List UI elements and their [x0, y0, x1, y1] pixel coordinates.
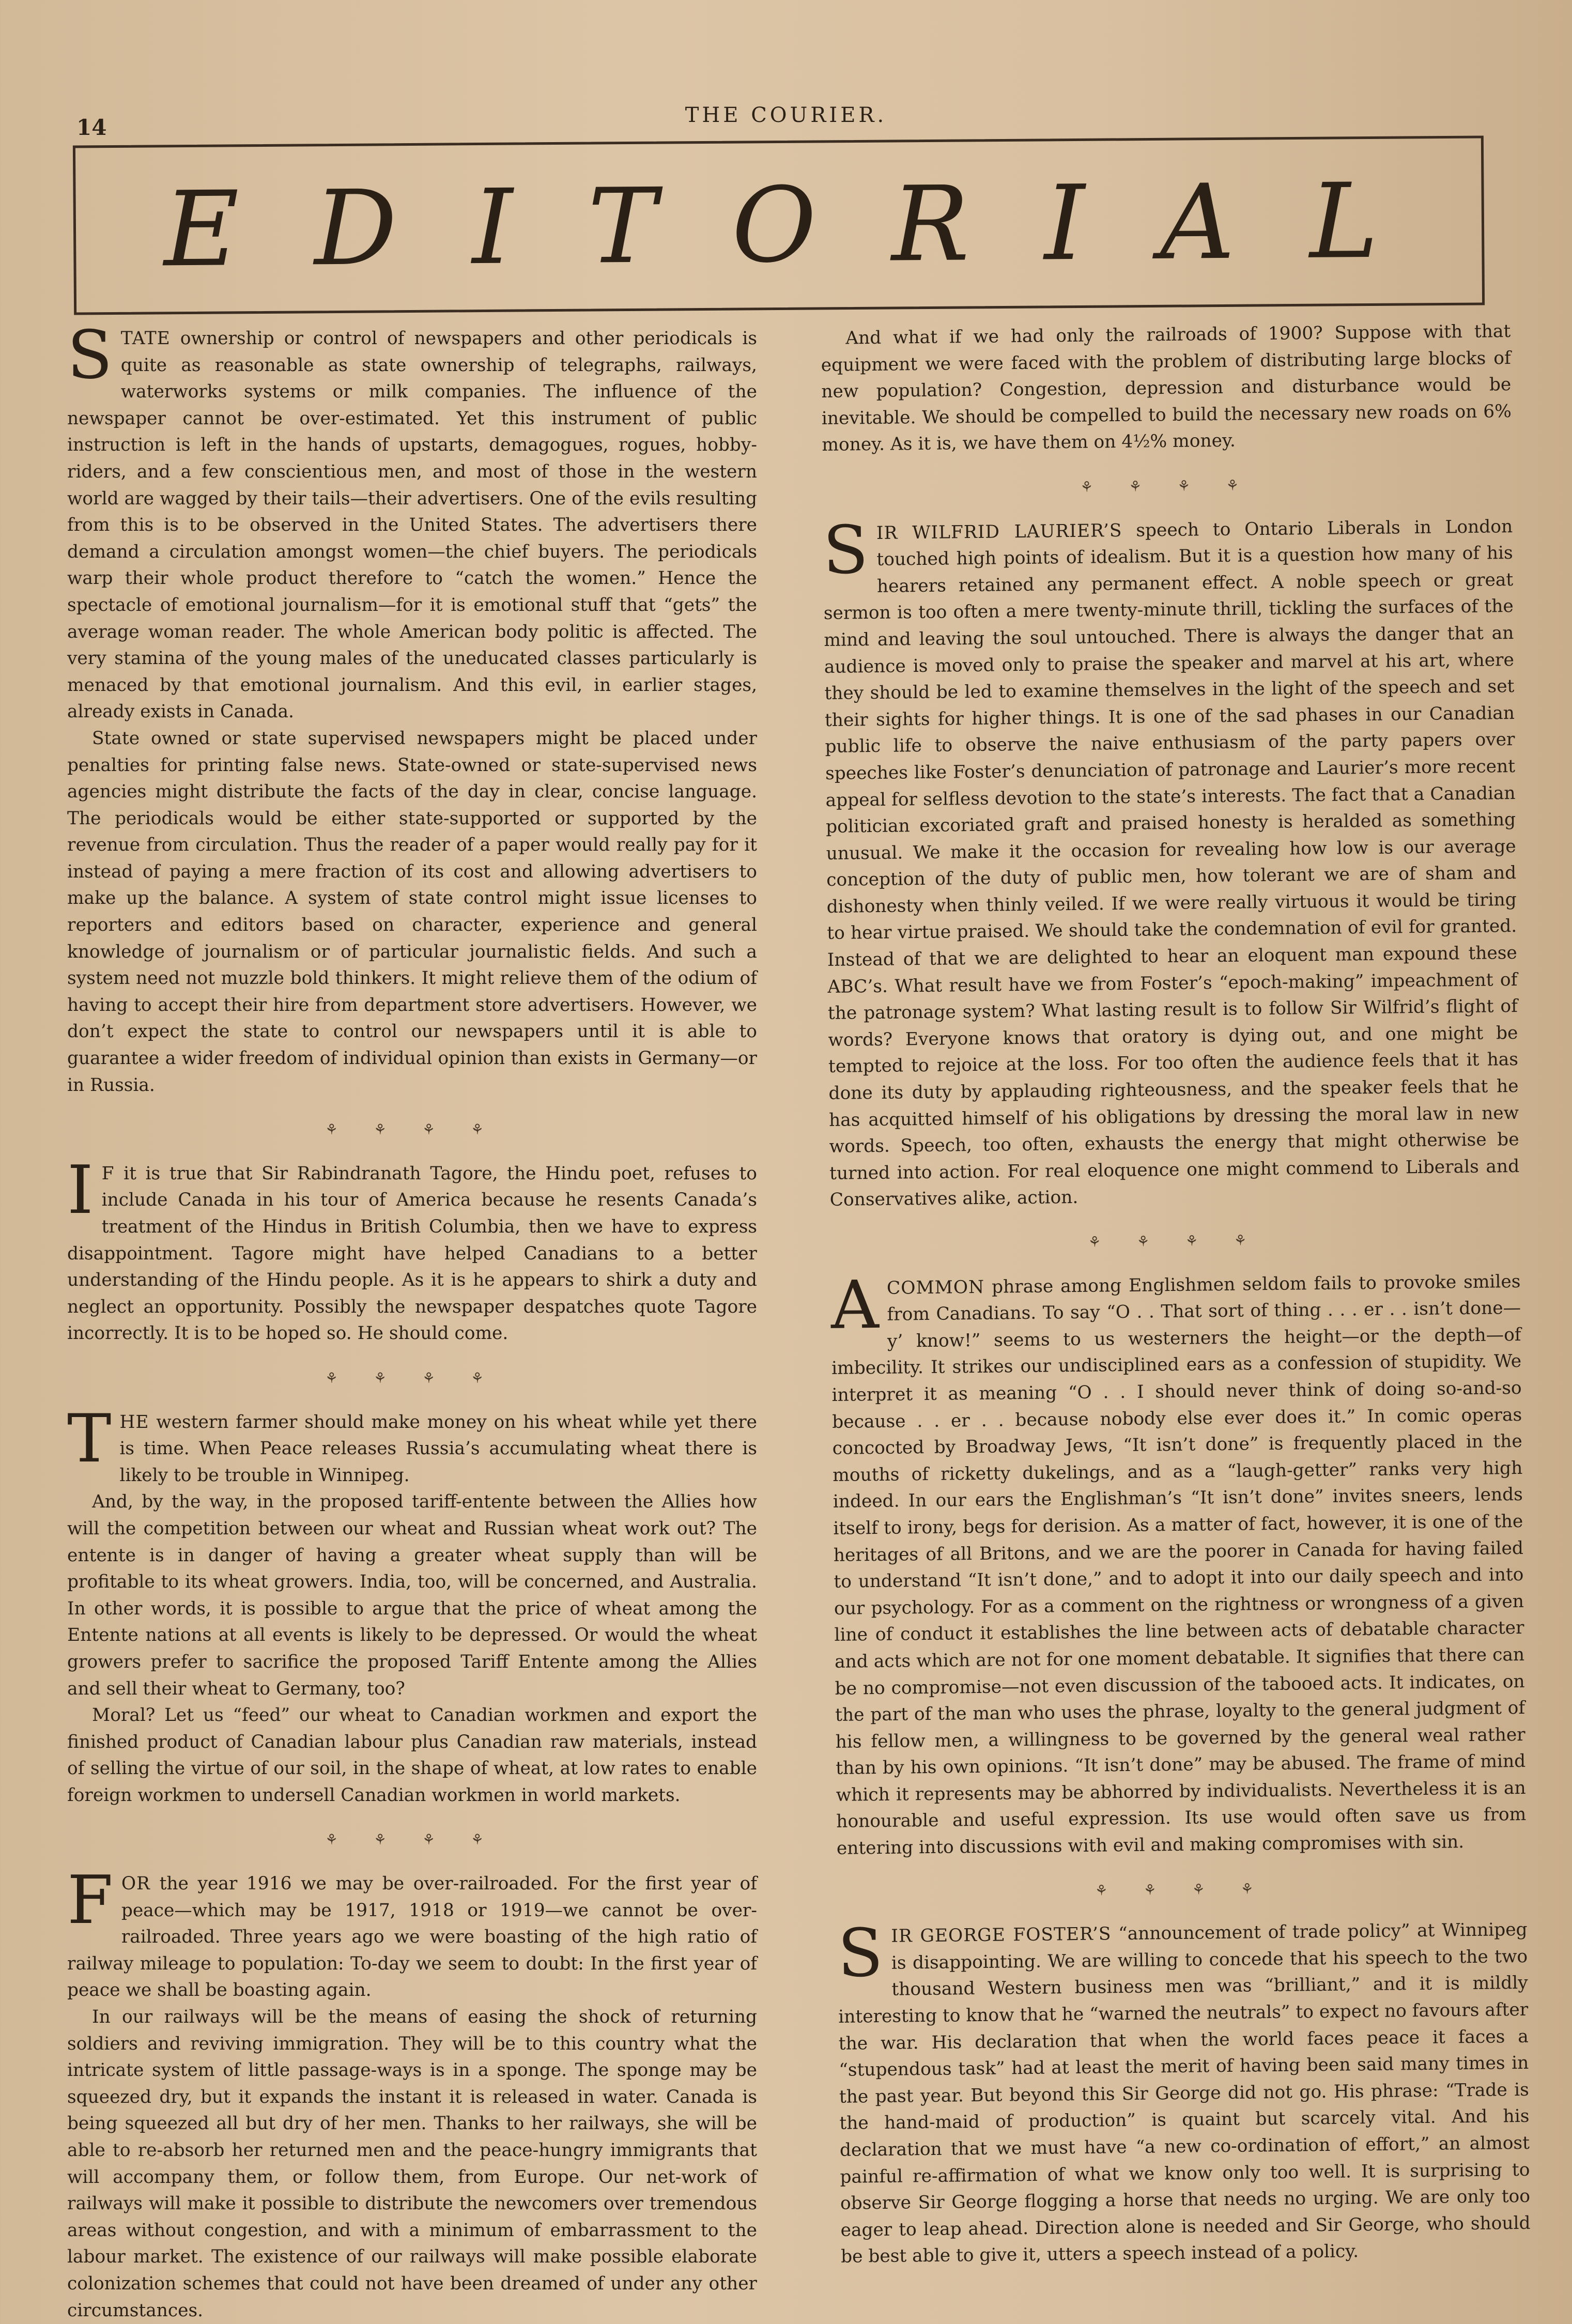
- paragraph-text: phrase among Englishmen seldom fails to provoke smiles from Canadians. To say “O . . That sort of thing . . . er . . isn’t done—y’ know!” seems to us westerners the height—or the depth—of imbecility. It strikes our undisciplined ears as a confession of stupidity. We interpret it as meaning “O . . I should never think of doing so-and-so because . . er . . because nobody else ever does it.” In comic operas concocted by Broadway Jews, “It isn’t done” is frequently placed in the mouths of ricketty dukelings, and as a “laugh-getter” ranks very high indeed. In our ears the Englishman’s “It isn’t done” invites sneers, lends itself to irony, begs for derision. As a matter of fact, however, it is one of the heritages of all Britons, and we are the poorer in Canada for having failed to understand “It isn’t done,” and to adopt it into our daily speech and into our psychology. For as a comment on the rightness or wrongness of a given line of conduct it establishes the line between acts of debatable character and acts which are not for one moment debatable. It signifies that there can be no compromise—not even discussion of the tabooed acts. It indicates, on the part of the man who uses the phrase, loyalty to the general judgment of his fellow men, a willingness to be governed by the general weal rather than by his own opinions. “It isn’t done” may be abused. The frame of mind which it represents may be abhorred by individualists. Nevertheless it is an honourable and useful expression. Its use would often save us from entering into discussions with evil and making compromises with sin.: [831, 1271, 1527, 1859]
- paragraph-text: And what if we had only the railroads of 1900? Suppose with that equipment we were faced with the problem of distributing large blocks of new population? Congestion, depression and disturbance would be inevitable. We should be compelled to build the necessary new roads on 6% money. As it is, we have them on 4½% money.: [821, 321, 1512, 456]
- paragraph-text: the year 1916 we may be over-railroaded. For the first year of peace—which may be 1917, 1918 or 1919—we cannot be over-railroaded. Three years ago we were boasting of the high ratio of railway mileage to population: To-day we seem to doubt: In the first year of peace we shall be boasting again.: [67, 1873, 757, 2001]
- title-letter: A: [1159, 162, 1235, 283]
- section-separator: ⚘ ⚘ ⚘ ⚘: [325, 1121, 500, 1138]
- editorial-banner: [73, 135, 1485, 315]
- editorial-laurier: [822, 511, 1520, 1214]
- editorial-state-ownership: [67, 317, 757, 1099]
- paragraph-text: western farmer should make money on his wheat while yet there is time. When Peace releases Russia’s accumulating wheat there is likely to be trouble in Winnipeg.: [119, 1411, 757, 1486]
- editorial-foster: [837, 1917, 1531, 2271]
- drop-cap: S: [837, 1915, 884, 1993]
- paragraph-text: speech to Ontario Liberals in London touched high points of idealism. But it is a question how many of his hearers retained any permanent effect. A noble speech or great sermon is too often a mere twenty-minute thrill, tickling the surfaces of the mind and leaving the soul untouched. There is always the danger that an audience is moved only to praise the speaker and marvel at his art, where they should be led to examine themselves in the light of the speech and set their sights for higher things. It is one of the sad phases in our Canadian public life to observe the naive enthusiasm of the party papers over speeches like Foster’s denunciation of patronage and Laurier’s more recent appeal for selfless devotion to the state’s interests. The fact that a Canadian politician excoriated graft and praised honesty is heralded as something unusual. We make it the occasion for revealing how low is our average conception of the duty of public men, how tolerant we are of sham and dishonesty when thinly veiled. If we were really virtuous it would be tiring to hear virtue praised. We should take the condemnation of evil for granted. Instead of that we are delighted to hear an eloquent man expound these ABC’s. What result have we from Foster’s “epoch-making” impeachment of the patronage system? What lasting result is to follow Sir Wilfrid’s flight of words? Everyone knows that oratory is dying out, and one might be tempted to rejoice at the loss. For too often the audience feels that it has done its duty by applauding righteousness, and the speaker feels that he has acquitted himself of his obligations by dressing the moral law in new words. Speech, too often, exhausts the energy that might otherwise be turned into action. For real eloquence one might commend to Liberals and Conservatives alike, action.: [823, 516, 1520, 1211]
- paragraph-text: ownership or control of newspapers and other periodicals is quite as reasonable as state ownership of telegraphs, railways, waterworks systems or milk companies. The influence of the newspaper cannot be over-estimated. Yet this instrument of public instruction is left in the hands of upstarts, demagogues, rogues, hobby-riders, and a few conscientious men, and most of those in the western world are wagged by their tails—their advertisers. One of the evils resulting from this is to be observed in the United States. The advertisers there demand a circulation amongst women—the chief buyers. The periodicals warp their whole product therefore to “catch the women.” Hence the spectacle of emotional journalism—for it is emotional stuff that “gets” the average woman reader. The whole American body politic is affected. The very stamina of the young males of the uneducated classes particularly is menaced by that emotional journalism. And this evil, in earlier stages, already exists in Canada.: [67, 328, 757, 722]
- title-letter: R: [891, 163, 970, 285]
- running-head: THE COURIER.: [685, 103, 887, 127]
- drop-cap: S: [67, 317, 113, 394]
- paragraph-text: In our railways will be the means of easing the shock of returning soldiers and reviving immigration. They will be to this country what the intricate system of little passage-ways is in a sponge. The sponge may be squeezed dry, but it expands the instant it is released in water. Canada is being squeezed all but dry of her men. Thanks to her railways, she will be able to re-absorb her returned men and the peace-hungry immigrants that will accompany them, or follow them, from Europe. Our net-work of railways will make it possible to distribute the newcomers over tremendous areas without congestion, and with a minimum of embarrassment to the labour market. The existence of our railways will make possible elaborate colonization schemes that could not have been dreamed of under any other circumstances.: [67, 2007, 757, 2321]
- editorial-tagore: [67, 1151, 757, 1347]
- paragraph: [822, 511, 1520, 1214]
- editorial-isnt-done: [830, 1266, 1527, 1863]
- section-separator: ⚘ ⚘ ⚘ ⚘: [325, 1369, 500, 1387]
- section-separator: ⚘ ⚘ ⚘ ⚘: [1088, 1232, 1262, 1251]
- lead-in: TATE: [120, 328, 171, 349]
- paragraph: [837, 1917, 1531, 2271]
- drop-cap: A: [830, 1266, 880, 1344]
- title-letter: I: [1043, 163, 1086, 284]
- editorial-wheat: [67, 1400, 757, 1809]
- paragraph-text: Moral? Let us “feed” our wheat to Canadian workmen and export the finished product of Canadian labour plus Canadian raw materials, instead of selling the virtue of our soil, in the shape of wheat, at low rates to enable foreign workmen to undersell Canadian workmen in world markets.: [67, 1705, 757, 1806]
- paragraph-text: “announcement of trade policy” at Winnipeg is disappointing. We are willing to concede that his speech to the two thousand Western business men was “brilliant,” and it is mildly interesting to know that he “warned the neutrals” to expect no favours after the war. His declaration that when the world faces peace it faces a “stupendous task” had at least the merit of having been said many times in the past year. But beyond this Sir George did not go. His phrase: “Trade is the hand-maid of production” is quaint but scarcely vital. And his declaration that we must have “a new co-ordination of effort,” an almost painful re-affirmation of what we know only too well. It is surprising to observe Sir George flogging a horse that needs no urging. We are only too eager to leap ahead. Direction alone is needed and Sir George, who should be best able to give it, utters a speech instead of a policy.: [838, 1919, 1531, 2268]
- section-title: [75, 138, 1482, 313]
- section-separator: ⚘ ⚘ ⚘ ⚘: [1080, 476, 1255, 496]
- right-column: [821, 318, 1531, 2271]
- paragraph: [821, 318, 1512, 459]
- paragraph: [67, 1400, 757, 1489]
- paragraph: [830, 1266, 1527, 1863]
- drop-cap: S: [822, 511, 869, 589]
- lead-in: OR: [121, 1873, 150, 1895]
- section-separator: ⚘ ⚘ ⚘ ⚘: [1095, 1880, 1269, 1899]
- title-letter: I: [471, 167, 514, 288]
- paragraph: [67, 317, 757, 726]
- drop-cap: I: [67, 1151, 94, 1229]
- drop-cap: F: [67, 1862, 113, 1940]
- left-column: [67, 317, 757, 2324]
- title-letter: D: [314, 167, 398, 289]
- paragraph: [67, 1862, 757, 2004]
- editorial-railroads: [67, 1862, 757, 2324]
- paragraph-text: it is true that Sir Rabindranath Tagore, the Hindu poet, refuses to include Canada in his tour of America because he resents Canada’s treatment of the Hindus in British Columbia, then we have to express disappointment. Tagore might have helped Canadians to a better understanding of the Hindu people. As it is he appears to shirk a duty and neglect an opportunity. Possibly the newspaper despatches quote Tagore incorrectly. It is to be hoped so. He should come.: [67, 1163, 757, 1344]
- paragraph: [67, 2004, 757, 2324]
- page-number: 14: [76, 115, 107, 140]
- title-letter: O: [731, 164, 817, 286]
- paragraph-text: State owned or state supervised newspapers might be placed under penalties for printing false news. State-owned or state-supervised news agencies might distribute the facts of the day in clear, concise language. The periodicals would be either state-supported or supported by the revenue from circulation. Thus the reader of a paper would really pay for it instead of paying a mere fraction of its cost and allowing advertisers to make up the balance. A system of state control might issue licenses to reporters and editors based on character, experience and general knowledge of journalism or of particular journalistic fields. And such a system need not muzzle bold thinkers. It might relieve them of the odium of having to accept their hire from department store advertisers. However, we don’t expect the state to control our newspapers until it is able to guarantee a wider freedom of individual opinion than exists in Germany—or in Russia.: [67, 728, 757, 1096]
- lead-in: COMMON: [886, 1276, 985, 1299]
- section-separator: ⚘ ⚘ ⚘ ⚘: [325, 1831, 500, 1849]
- lead-in: IR WILFRID LAURIER’S: [876, 520, 1122, 544]
- paragraph: [67, 1489, 757, 1702]
- lead-in: IR GEORGE FOSTER’S: [891, 1923, 1112, 1947]
- title-letter: E: [163, 168, 240, 290]
- editorial-railroads-cont: [821, 318, 1512, 459]
- lead-in: F: [101, 1163, 115, 1184]
- paragraph-text: And, by the way, in the proposed tariff-entente between the Allies how will the competition between our wheat and Russian wheat work out? The entente is in danger of having a greater wheat supply than will be profitable to its wheat growers. India, too, will be concerned, and Australia. In other words, it is possible to argue that the price of wheat among the Entente nations at all events is likely to be depressed. Or would the wheat growers prefer to sacrifice the proposed Tariff Entente among the Allies and sell their wheat to Germany, too?: [67, 1491, 757, 1699]
- drop-cap: T: [67, 1400, 112, 1477]
- lead-in: HE: [119, 1411, 149, 1433]
- title-letter: T: [587, 166, 657, 287]
- paragraph: [67, 1151, 757, 1347]
- paragraph: [67, 1702, 757, 1809]
- title-letter: L: [1309, 161, 1379, 282]
- paragraph: [67, 726, 757, 1099]
